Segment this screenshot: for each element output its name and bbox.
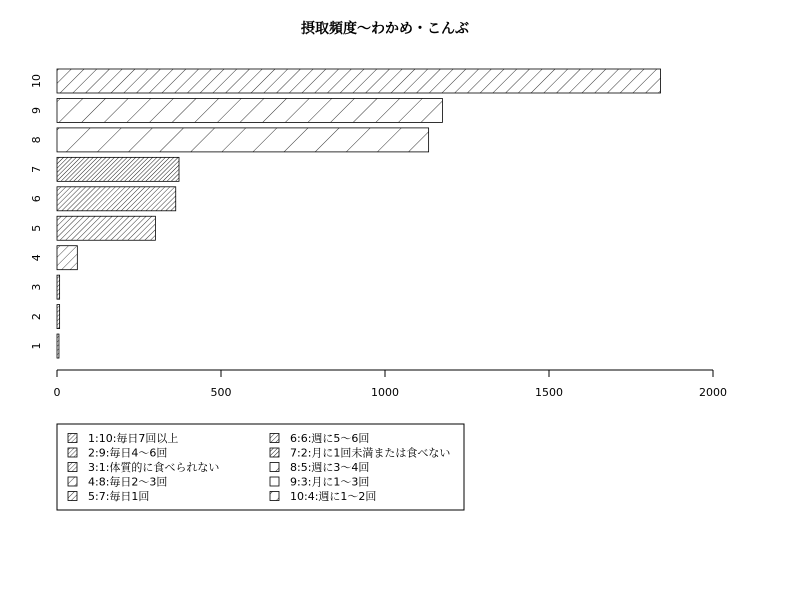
legend-swatch [68, 463, 77, 472]
bar-7 [57, 157, 179, 181]
legend [57, 424, 464, 510]
y-tick-label: 3 [30, 283, 43, 291]
chart-title: 摂取頻度～わかめ・こんぶ [301, 21, 469, 37]
bar-4 [57, 246, 77, 270]
y-tick-label: 2 [30, 313, 43, 321]
legend-label: 8:5:週に3～4回 [290, 461, 370, 474]
y-tick-label: 9 [30, 106, 43, 114]
bars-group [57, 69, 661, 358]
bar-5 [57, 216, 155, 240]
legend-swatch [68, 448, 77, 457]
y-tick-label: 10 [30, 74, 43, 88]
legend-label: 1:10:毎日7回以上 [88, 432, 179, 445]
x-tick-label: 1500 [535, 386, 563, 399]
legend-label: 7:2:月に1回未満または食べない [290, 446, 451, 460]
legend-label: 9:3:月に1～3回 [290, 475, 370, 489]
y-tick-label: 5 [30, 224, 43, 232]
legend-swatch [270, 434, 279, 443]
legend-label: 10:4:週に1～2回 [290, 490, 377, 503]
bar-1 [57, 334, 59, 358]
x-tick-label: 1000 [371, 386, 399, 399]
y-tick-label: 8 [30, 136, 43, 144]
y-tick-label: 7 [30, 165, 43, 173]
bar-8 [57, 128, 429, 152]
legend-swatch [68, 434, 77, 443]
y-tick-label: 1 [30, 342, 43, 350]
x-tick-label: 2000 [699, 386, 727, 399]
bar-10 [57, 69, 661, 93]
x-tick-label: 500 [210, 386, 232, 399]
bar-2 [57, 305, 60, 329]
bar-9 [57, 98, 442, 122]
legend-swatch [270, 448, 279, 457]
legend-label: 2:9:毎日4～6回 [88, 446, 168, 460]
legend-swatch [270, 492, 279, 501]
legend-swatch [270, 477, 279, 486]
bar-6 [57, 187, 176, 211]
legend-label: 5:7:毎日1回 [88, 490, 150, 503]
y-tick-label: 4 [30, 254, 43, 262]
legend-label: 6:6:週に5～6回 [290, 432, 370, 445]
y-tick-label: 6 [30, 195, 43, 203]
legend-swatch [270, 463, 279, 472]
x-tick-label: 0 [53, 386, 61, 399]
y-axis [30, 74, 43, 350]
bar-3 [57, 275, 60, 299]
x-axis [54, 370, 728, 399]
legend-label: 3:1:体質的に食べられない [88, 461, 220, 474]
legend-label: 4:8:毎日2～3回 [88, 475, 168, 489]
legend-swatch [68, 492, 77, 501]
legend-swatch [68, 477, 77, 486]
